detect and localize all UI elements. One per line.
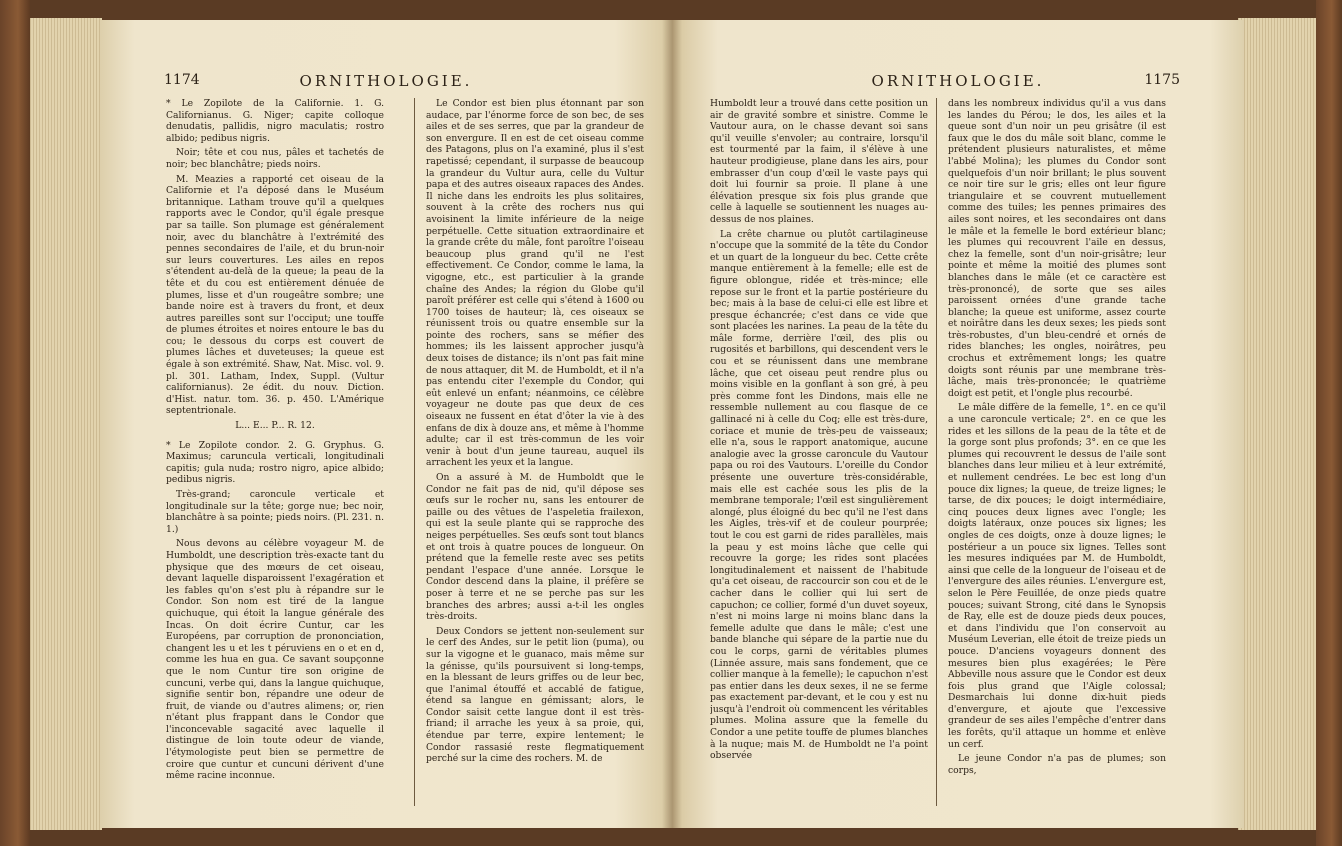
paragraph: Très-grand; caroncule verticale et longitudinale sur la tête; gorge nue; bec noir, blanchâtre à sa pointe; pieds noirs. (Pl. 231. n. 1.)	[166, 489, 384, 535]
book-gutter	[662, 20, 682, 828]
right-column-1	[710, 98, 928, 810]
paragraph: La crête charnue ou plutôt cartilagineuse n'occupe que la sommité de la tête du Condor et un quart de la longueur du bec. Cette crête manque entièrement à la femelle; elle est de figure oblongue, ridée et très-mince; elle repose sur le front et la partie postérieure du bec; mais à la base de celui-ci elle est libre et presque échancrée; c'est dans ce vide que sont placées les narines. La peau de la tête du mâle forme, derrière l'œil, des plis ou rugosités et barbillons, qui descendent vers le cou et se réunissent dans une membrane lâche, que cet oiseau peut rendre plus ou moins visible en la gonflant à son gré, à peu près comme font les Dindons, mais elle ne ressemble nullement au cou flasque de ce gallinacé ni à celle du Coq; elle est très-dure, coriace et munie de très-peu de vaisseaux; elle n'a, sous le rapport anatomique, aucune analogie avec la grosse caroncule du Vautour papa ou roi des Vautours. L'oreille du Condor présente une ouverture très-considérable, mais elle est cachée sous les plis de la membrane temporale; l'œil est singulièrement alongé, plus éloigné du bec qu'il ne l'est dans les Aigles, très-vif et de couleur pourprée; tout le cou est garni de rides parallèles, mais la peau y est moins lâche que celle qui recouvre la gorge; les rides sont placées longitudinalement et naissent de l'habitude qu'a cet oiseau, de raccourcir son cou et de le cacher dans le collier qui lui sert de capuchon; ce collier, formé d'un duvet soyeux, n'est ni moins large ni moins blanc dans la femelle adulte que dans le mâle; c'est une bande blanche qui sépare de la partie nue du cou le corps, garni de véritables plumes (Linnée assure, mais sans fondement, que ce collier manque à la femelle); le capuchon n'est pas entier dans les deux sexes, il ne se ferme pas exactement par-devant, et le cou y est nu jusqu'à l'endroit où commencent les véritables plumes. Molina assure que la femelle du Condor a une petite touffe de plumes blanches à la nuque; mais M. de Humboldt ne l'a point observée	[710, 228, 928, 762]
book-cover-left	[0, 0, 30, 846]
left-page-header	[100, 72, 672, 92]
paragraph: Deux Condors se jettent non-seulement sur le cerf des Andes, sur le petit lion (puma), ou sur la vigogne et le guanaco, mais même sur la génisse, qu'ils poursuivent si long-temps, en la blessant de leurs griffes ou de leur bec, que l'animal étouffé et accablé de fatigue, étend sa langue en gémissant; alors, le Condor saisit cette langue dont il est très-friand; il arrache les yeux à sa proie, qui, étendue par terre, expire lentement; le Condor rassasié reste flegmatiquement perché sur la cime des rochers. M. de	[426, 625, 644, 765]
right-page	[672, 20, 1244, 828]
running-head: ORNITHOLOGIE.	[299, 72, 473, 90]
column-rule	[414, 98, 415, 806]
paragraph: Humboldt leur a trouvé dans cette position un air de gravité sombre et sinistre. Comme le Vautour aura, on le chasse devant soi sans qu'il veuille s'envoler; au contraire, lorsqu'il est tourmenté par la faim, il s'élève à une hauteur prodigieuse, plane dans les airs, pour embrasser d'un coup d'œil le vaste pays qui doit lui fournir sa proie. Il plane à une élévation presque six fois plus grande que celle à laquelle se soutiennent les nuages au-dessus de nos plaines.	[710, 98, 928, 225]
author-initials: L... E... P... R. 12.	[235, 420, 315, 432]
paragraph: Le Condor est bien plus étonnant par son audace, par l'énorme force de son bec, de ses ailes et de ses serres, que par la grandeur de son envergure. Il en est de cet oiseau comme des Patagons, plus on l'a examiné, plus il s'est rapetissé; cependant, il surpasse de beaucoup la grandeur du Vultur aura, celle du Vultur papa et des autres oiseaux rapaces des Andes. Il niche dans les endroits les plus solitaires, souvent à la crête des rochers nus qui avoisinent la limite inférieure de la neige perpétuelle. Cette situation extraordinaire et la grande crête du mâle, font paroître l'oiseau beaucoup plus grand qu'il ne l'est effectivement. Ce Condor, comme le lama, la vigogne, etc., est particulier à la grande chaîne des Andes; la région du Globe qu'il paroît préférer est celle qui s'étend à 1600 ou 1700 toises de hauteur; là, ces oiseaux se réunissent trois ou quatre ensemble sur la pointe des rochers, sans se méfier des hommes; ils les laissent approcher jusqu'à deux toises de distance; ils n'ont pas fait mine de nous attaquer, dit M. de Humboldt, et il n'a pas entendu citer l'exemple du Condor, qui eût enlevé un enfant; néanmoins, ce célèbre voyageur ne doute pas que deux de ces oiseaux ne fussent en état d'ôter la vie à des enfans de dix à douze ans, et même à l'homme adulte; car il est très-commun de les voir venir à bout d'un jeune taureau, auquel ils arrachent les yeux et la langue.	[426, 98, 644, 469]
paragraph: dans les nombreux individus qu'il a vus dans les landes du Pérou; le dos, les ailes et la queue sont d'un noir un peu grisâtre (il est faux que le dos du mâle soit blanc, comme le prétendent plusieurs naturalistes, et même l'abbé Molina); les plumes du Condor sont quelquefois d'un noir brillant; le plus souvent ce noir tire sur le gris; elles ont leur figure triangulaire et se couvrent mutuellement comme des tuiles; les pennes primaires des ailes sont noires, et les secondaires ont dans le mâle et la femelle le bord extérieur blanc; les plumes qui recouvrent l'aile en dessus, chez la femelle, sont d'un noir-grisâtre; leur pointe et même la moitié des plumes sont blanches dans le mâle (et ce caractère est très-prononcé), de sorte que ses ailes paroissent ornées d'une grande tache blanche; la queue est uniforme, assez courte et noirâtre dans les deux sexes; les pieds sont très-robustes, d'un bleu-cendré et ornés de rides blanches; les ongles, noirâtres, peu crochus et extrêmement longs; les quatre doigts sont réunis par une membrane très-lâche, mais très-prononcée; le quatrième doigt est petit, et l'ongle plus recourbé.	[948, 98, 1166, 399]
page-edges-right	[1238, 18, 1316, 830]
paragraph: On a assuré à M. de Humboldt que le Condor ne fait pas de nid, qu'il dépose ses œufs sur le rocher nu, sans les entourer de paille ou des vêtues de l'aspeletia frailexon, qui est la seule plante qui se rapproche des neiges perpétuelles. Ses œufs sont tout blancs et ont trois à quatre pouces de longueur. On prétend que la femelle reste avec ses petits pendant l'espace d'une année. Lorsque le Condor descend dans la plaine, il préfère se poser à terre et ne se perche pas sur les branches des arbres; aussi a-t-il les ongles très-droits.	[426, 472, 644, 623]
running-head: ORNITHOLOGIE.	[871, 72, 1045, 90]
left-column-2	[426, 98, 644, 810]
right-column-2	[948, 98, 1166, 810]
page-edges-left	[30, 18, 102, 830]
paragraph: Le jeune Condor n'a pas de plumes; son corps,	[948, 753, 1166, 776]
left-page	[100, 20, 672, 828]
paragraph: Le mâle diffère de la femelle, 1°. en ce qu'il a une caroncule verticale; 2°. en ce que les rides et les sillons de la peau de la tête et de la gorge sont plus profonds; 3°. en ce que les plumes qui recouvrent le dessus de l'aile sont blanches dans leur milieu et à leur extrémité, et nullement cendrées. Le bec est long d'un pouce dix lignes; la queue, de treize lignes; le tarse, de dix pouces; le doigt intermédiaire, cinq pouces deux lignes avec l'ongle; les doigts latéraux, onze pouces six lignes; les ongles de ces doigts, onze à douze lignes; le postérieur a un pouce six lignes. Telles sont les mesures indiquées par M. de Humboldt, ainsi que celle de la longueur de l'oiseau et de l'envergure des ailes réunies. L'envergure est, selon le Père Feuillée, de onze pieds quatre pouces; suivant Strong, cité dans le Synopsis de Ray, elle est de douze pieds deux pouces, et dans l'individu que l'on conservoit au Muséum Leverian, elle étoit de treize pieds un pouce. D'anciens voyageurs donnent des mesures bien plus exagérées; le Père Abbeville nous assure que le Condor est deux fois plus grand que l'Aigle colossal; Desmarchais lui donne dix-huit pieds d'envergure, et ajoute que l'excessive grandeur de ses ailes l'empêche d'entrer dans les forêts, qu'il attaque un homme et enlève un cerf.	[948, 402, 1166, 750]
book-cover-right	[1316, 0, 1342, 846]
page-number: 1174	[164, 72, 200, 88]
paragraph: Noir; tête et cou nus, pâles et tachetés de noir; bec blanchâtre; pieds noirs.	[166, 147, 384, 170]
entry-heading: * Le Zopilote condor. 2. G. Gryphus. G. Maximus; caruncula verticali, longitudinali capitis; gula nuda; rostro nigro, apice albido; pedibus nigris.	[166, 439, 384, 486]
page-number: 1175	[1144, 72, 1180, 88]
left-column-1	[166, 98, 384, 810]
entry-heading: * Le Zopilote de la Californie. 1. G. Californianus. G. Niger; capite colloque denudatis, pallidis, nigro maculatis; rostro albido; pedibus nigris.	[166, 98, 384, 144]
column-rule	[936, 98, 937, 806]
paragraph: Nous devons au célèbre voyageur M. de Humboldt, une description très-exacte tant du physique que des mœurs de cet oiseau, devant laquelle disparoissent l'exagération et les fables qu'on s'est plu à répandre sur le Condor. Son nom est tiré de la langue quichuque, qui étoit la langue générale des Incas. On doit écrire Cuntur, car les Européens, par corruption de prononciation, changent les u et les t péruviens en o et en d, comme les hua en gua. Ce savant soupçonne que le nom Cuntur tire son origine de cuncuni, verbe qui, dans la langue quichuque, signifie sentir bon, répandre une odeur de fruit, de viande ou d'autres alimens; or, rien n'étant plus frappant dans le Condor que l'inconcevable sagacité avec laquelle il distingue de loin toute odeur de viande, l'étymologiste peut bien se permettre de croire que cuntur et cuncuni dérivent d'une même racine inconnue.	[166, 538, 384, 782]
right-page-header	[672, 72, 1244, 92]
paragraph: M. Meazies a rapporté cet oiseau de la Californie et l'a déposé dans le Muséum britannique. Latham trouve qu'il a quelques rapports avec le Condor, qu'il égale presque par sa taille. Son plumage est généralement noir, avec du blanchâtre à l'extrémité des pennes secondaires de l'aile, et du brun-noir sur leurs couvertures. Les ailes en repos s'étendent au-delà de la queue; la peau de la tête et du cou est entièrement dénuée de plumes, lisse et d'un rougeâtre sombre; une bande noire est à travers du front, et deux autres pareilles sont sur l'occiput; une touffe de plumes étroites et noires entoure le bas du cou; le dessous du corps est couvert de plumes lâches et duveteuses; la queue est égale à son extrémité. Shaw, Nat. Misc. vol. 9. pl. 301. Latham, Index, Suppl. (Vultur californianus). 2e édit. du nouv. Diction. d'Hist. natur. tom. 36. p. 450. L'Amérique septentrionale.	[166, 173, 384, 417]
